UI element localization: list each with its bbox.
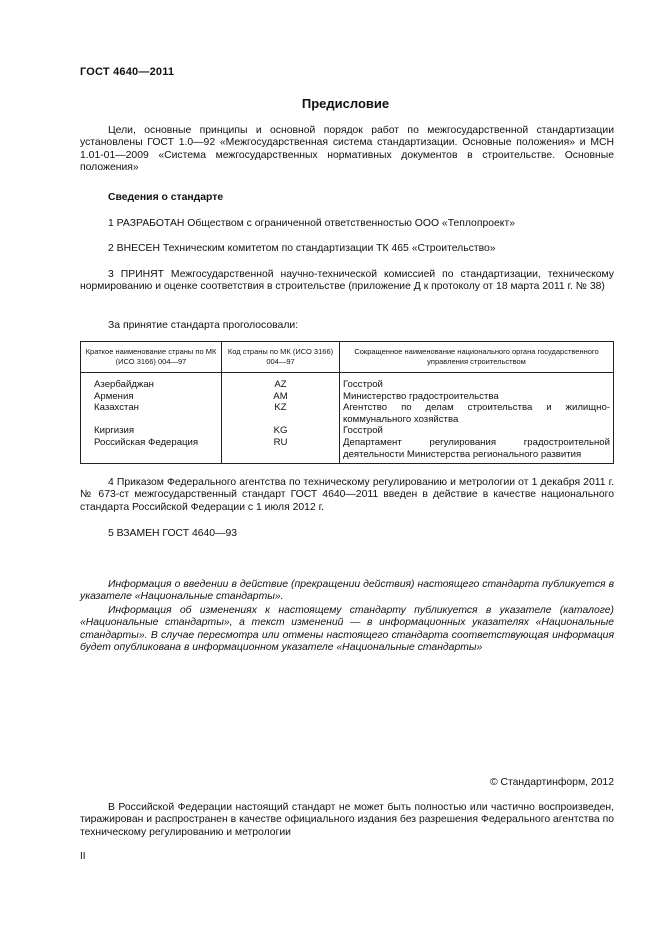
intro-paragraph: Цели, основные принципы и основной порядок работ по межгосударственной стандартизации установлены ГОСТ 1.0—92 «Межгосударственная система стандартизации. Основные положения» и МСН 1.01-01—2009 «Система межгосударственных нормативных документов в строительстве. Основные положения»: [80, 125, 614, 174]
item-2: 2 ВНЕСЕН Техническим комитетом по стандартизации ТК 465 «Строительство»: [108, 243, 496, 254]
page-title: Предисловие: [301, 96, 390, 111]
page-number: II: [80, 851, 86, 862]
info-paragraph-2: Информация об изменениях к настоящему стандарту публикуется в указателе (каталоге) «Национальные стандарты», а текст изменений — в информационных указателях «Национальные стандарты». В случае пересмотра или отмены настоящего стандарта соответствующая информация будет опубликована в информационном указателе «Национальные стандарты»: [80, 605, 614, 654]
org-cell: Департамент регулирования градостроительной деятельности Министерства регионального развития: [340, 437, 614, 464]
table-row: [81, 391, 614, 403]
country-cell: Казахстан: [81, 402, 222, 425]
legal-notice: В Российской Федерации настоящий стандарт не может быть полностью или частично воспроизведен, тиражирован и распространен в качестве официального издания без разрешения Федерального агентства по техническому регулированию и метрологии: [80, 802, 614, 838]
country-cell: Киргизия: [81, 425, 222, 437]
table-row: [81, 373, 614, 391]
item-1: 1 РАЗРАБОТАН Обществом с ограниченной ответственностью ООО «Теплопроект»: [108, 218, 515, 229]
table-row: [81, 437, 614, 464]
header-org: Сокращенное наименование национального органа государственного управления строительством: [340, 342, 614, 373]
country-cell: Российская Федерация: [81, 437, 222, 464]
code-cell: AM: [222, 391, 340, 403]
org-cell: Агентство по делам строительства и жилищно-коммунального хозяйства: [340, 402, 614, 425]
table-row: [81, 402, 614, 425]
country-cell: Азербайджан: [81, 373, 222, 391]
section-heading: Сведения о стандарте: [108, 192, 224, 203]
voting-table: [80, 341, 614, 464]
vote-intro: За принятие стандарта проголосовали:: [108, 320, 299, 331]
table-row: [81, 425, 614, 437]
table-header-row: [81, 342, 614, 373]
copyright: © Стандартинформ, 2012: [489, 777, 614, 788]
code-cell: AZ: [222, 373, 340, 391]
org-cell: Министерство градостроительства: [340, 391, 614, 403]
document-code: ГОСТ 4640—2011: [80, 66, 175, 78]
code-cell: RU: [222, 437, 340, 464]
item-4: 4 Приказом Федерального агентства по техническому регулированию и метрологии от 1 декабря 2011 г. № 673-ст межгосударственный стандарт ГОСТ 4640—2011 введен в действие в качестве национального стандарта Российской Федерации с 1 июля 2012 г.: [80, 477, 614, 513]
item-3: 3 ПРИНЯТ Межгосударственной научно-технической комиссией по стандартизации, техническому нормированию и оценке соответствия в строительстве (приложение Д к протоколу от 18 марта 2011 г. № 38): [80, 269, 614, 293]
info-paragraph-1: Информация о введении в действие (прекращении действия) настоящего стандарта публикуется в указателе «Национальные стандарты».: [80, 579, 614, 603]
item-5: 5 ВЗАМЕН ГОСТ 4640—93: [108, 528, 238, 539]
header-code: Код страны по МК (ИСО 3166) 004—97: [222, 342, 340, 373]
header-country: Краткое наименование страны по МК (ИСО 3166) 004—97: [81, 342, 222, 373]
org-cell: Госстрой: [340, 373, 614, 391]
org-cell: Госстрой: [340, 425, 614, 437]
country-cell: Армения: [81, 391, 222, 403]
code-cell: KZ: [222, 402, 340, 425]
code-cell: KG: [222, 425, 340, 437]
